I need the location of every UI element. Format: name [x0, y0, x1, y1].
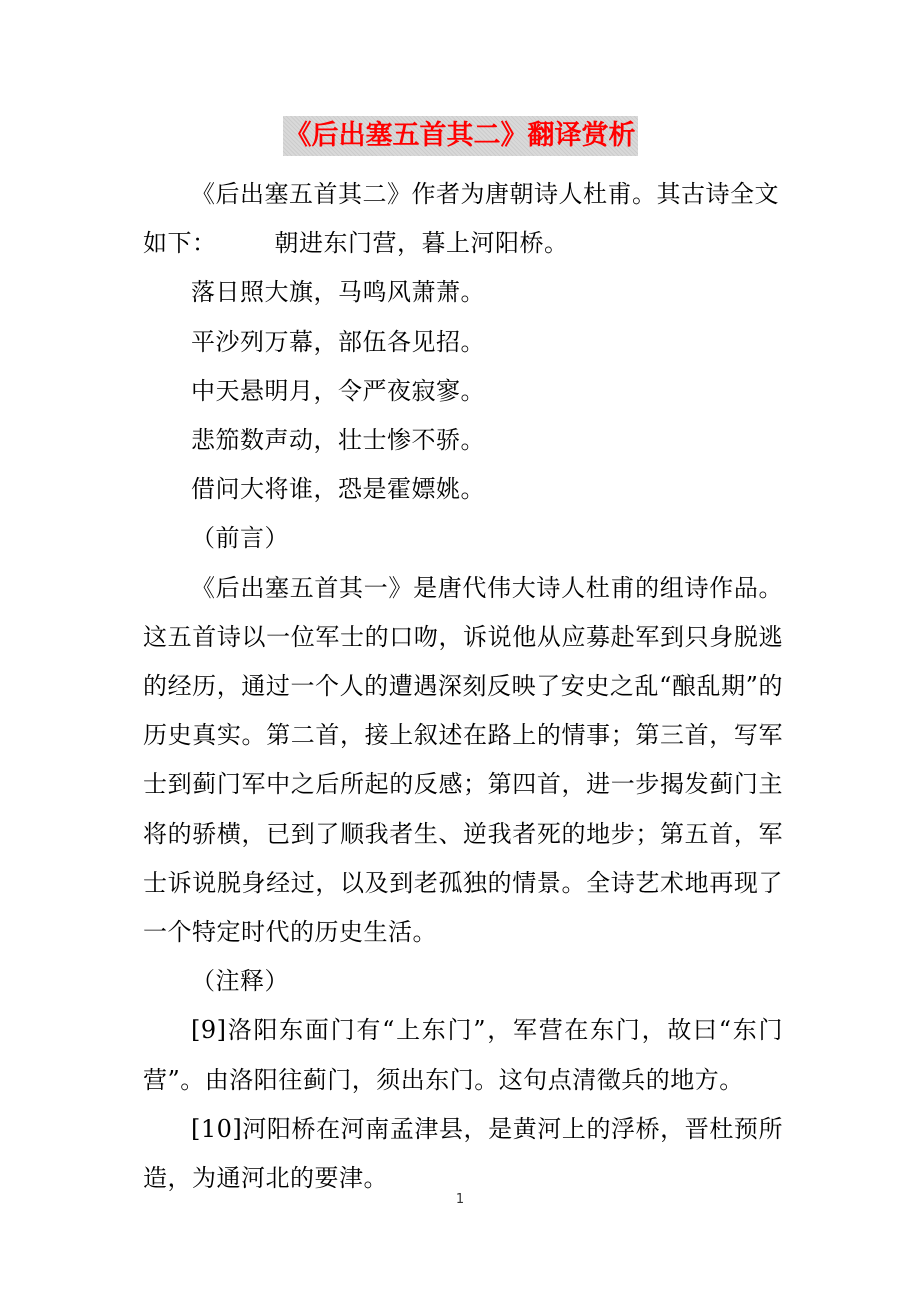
notes-heading: （注释） [191, 967, 289, 996]
verse-line: 借问大将谁，恐是霍嫖姚。 [191, 475, 485, 504]
page-title: 《后出塞五首其二》翻译赏析 [283, 116, 638, 156]
page-number: 1 [455, 1192, 465, 1207]
verse-line: 中天悬明月，令严夜寂寥。 [191, 376, 485, 405]
preface-paragraph: 《后出塞五首其一》是唐代伟大诗人杜甫的组诗作品。这五首诗以一位军士的口吻，诉说他从应募赴军到只身脱逃的经历，通过一个人的遭遇深刻反映了安史之乱“酿乱期”的历史真实。第二首，接上叙述在路上的情事；第三首，写军士到蓟门军中之后所起的反感；第四首，进一步揭发蓟门主将的骄横，已到了顺我者生、逆我者死的地步；第五首，军士诉说脱身经过，以及到老孤独的情景。全诗艺术地再现了一个特定时代的历史生活。 [143, 573, 783, 947]
verse-line: 落日照大旗，马鸣风萧萧。 [191, 278, 485, 307]
intro-line-2-prefix: 如下： [143, 229, 217, 258]
intro-verse: 朝进东门营，暮上河阳桥。 [274, 229, 569, 258]
intro-line-1: 《后出塞五首其二》作者为唐朝诗人杜甫。其古诗全文 [191, 180, 779, 208]
intro-paragraph [143, 170, 783, 268]
note-item: [9]洛阳东面门有“上东门”，军营在东门，故曰“东门营”。由洛阳往蓟门，须出东门。这句点清徵兵的地方。 [143, 1016, 783, 1094]
verse-line: 平沙列万幕，部伍各见招。 [191, 327, 485, 356]
verse-line: 悲笳数声动，壮士惨不骄。 [191, 426, 485, 455]
document-body [143, 170, 783, 1203]
preface-heading: （前言） [191, 524, 289, 553]
title-container [0, 116, 920, 156]
note-item: [10]河阳桥在河南孟津县，是黄河上的浮桥，晋杜预所造，为通河北的要津。 [143, 1114, 783, 1193]
